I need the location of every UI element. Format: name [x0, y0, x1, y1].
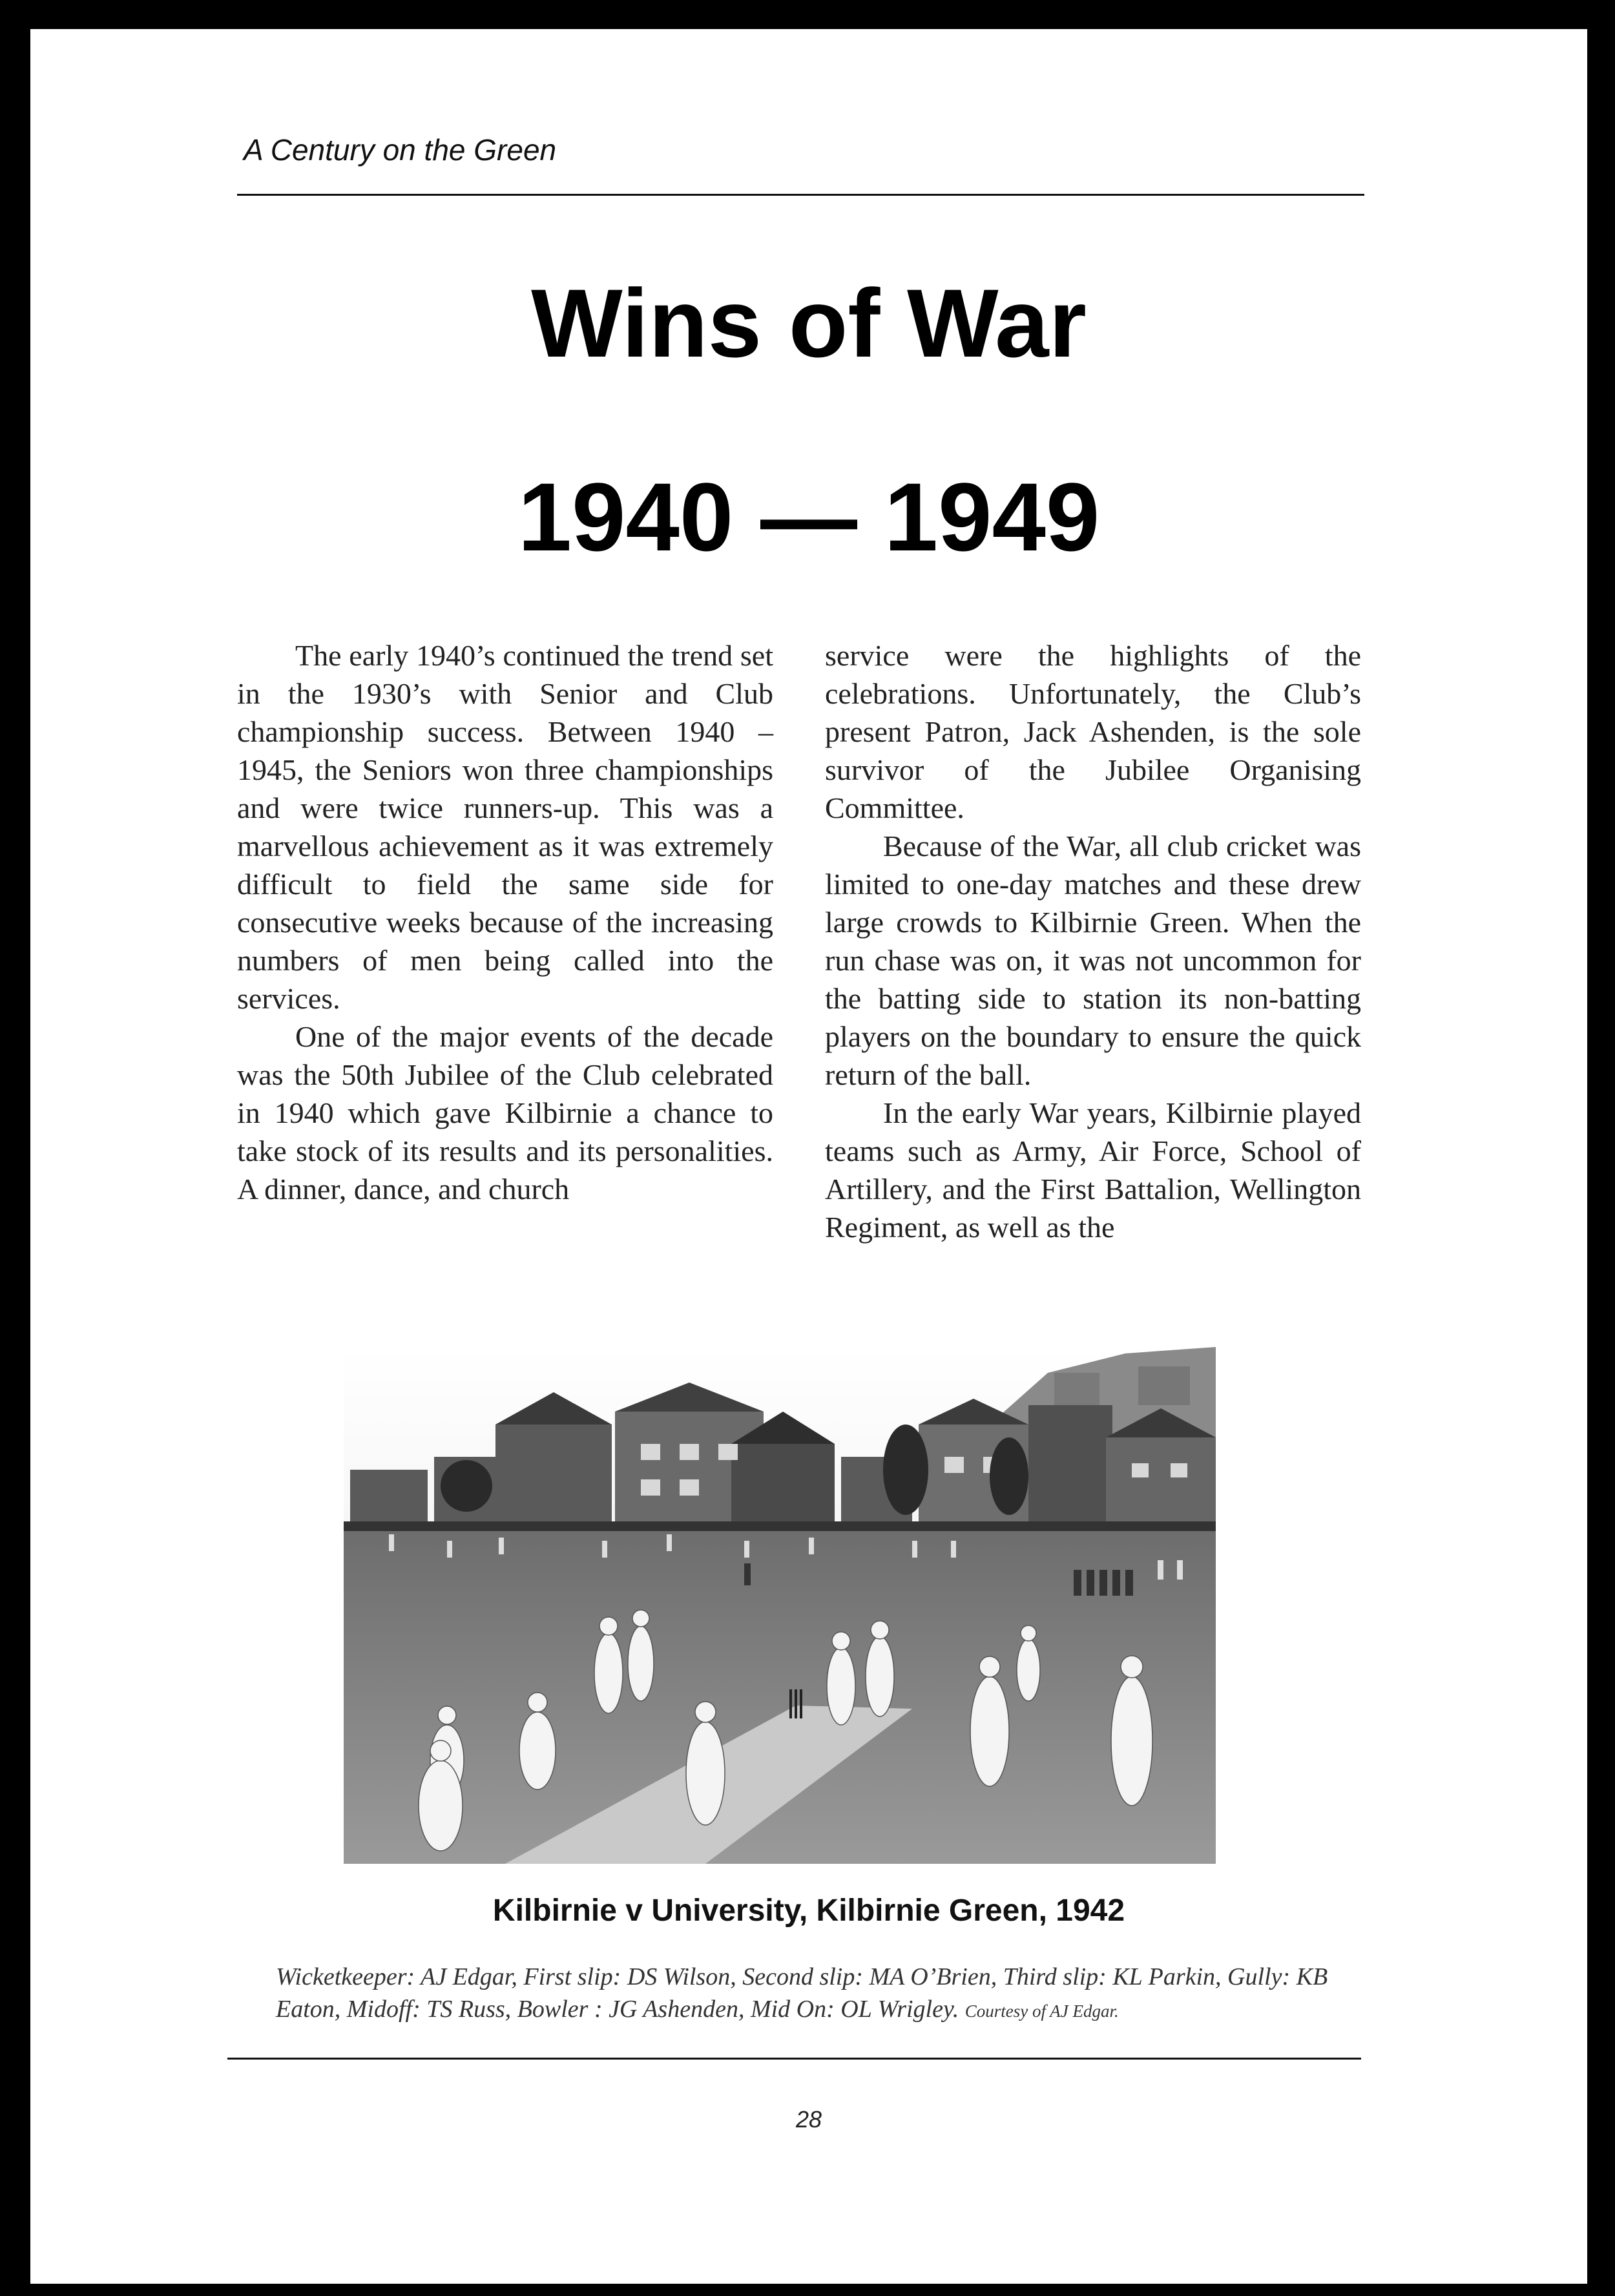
chapter-title: Wins of War — [531, 269, 1087, 377]
photo-caption-title: Kilbirnie v University, Kilbirnie Green, 1942 — [492, 1894, 1125, 1928]
page-number: 28 — [795, 2106, 822, 2133]
right-paragraph-1: service were the highlights of the celebrations. Unfortunately, the Club’s present Patron, Jack Ashenden, is the sole survivor of the Jubilee Organising Committee. — [825, 639, 1361, 824]
chapter-years: 1940 — 1949 — [517, 463, 1100, 571]
left-column — [237, 636, 773, 1208]
running-head: A Century on the Green — [244, 133, 557, 167]
right-paragraph-2: Because of the War, all club cricket was limited to one-day matches and these drew large crowds to Kilbirnie Green. When the run chase was on, it was not uncommon for the batting side to station its non-batting players on the boundary to ensure the quick return of the ball. — [825, 830, 1361, 1091]
document-page — [30, 29, 1587, 2284]
left-paragraph-1: The early 1940’s continued the trend set in the 1930’s with Senior and Club championship success. Between 1940 –1945, the Seniors won three championships and were twice runners-up. This was a marvellous achievement as it was extremely difficult to field the same side for consecutive weeks because of the increasing numbers of men being called into the services. — [237, 639, 773, 1015]
left-paragraph-2: One of the major events of the decade was the 50th Jubilee of the Club celebrated in 1940 which gave Kilbirnie a chance to take stock of its results and its personalities. A dinner, dance, and church — [237, 1020, 773, 1205]
photo-caption-detail — [276, 1961, 1374, 2027]
photo-illustration — [344, 1347, 1216, 1864]
right-column — [825, 636, 1361, 1246]
header-rule — [237, 194, 1364, 196]
caption-names: Wicketkeeper: AJ Edgar, First slip: DS Wilson, Second slip: MA O’Brien, Third slip: KL Parkin, Gully: KB Eaton, Midoff: TS Russ, Bowler : JG Ashenden, Mid On: OL Wrigley. — [276, 1963, 1328, 2023]
right-paragraph-3: In the early War years, Kilbirnie played teams such as Army, Air Force, School of Artillery, and the First Battalion, Wellington Regiment, as well as the — [825, 1096, 1361, 1244]
footer-rule — [227, 2058, 1361, 2060]
cricket-match-photo — [344, 1347, 1216, 1864]
photo-credit: Courtesy of AJ Edgar. — [964, 2001, 1119, 2021]
